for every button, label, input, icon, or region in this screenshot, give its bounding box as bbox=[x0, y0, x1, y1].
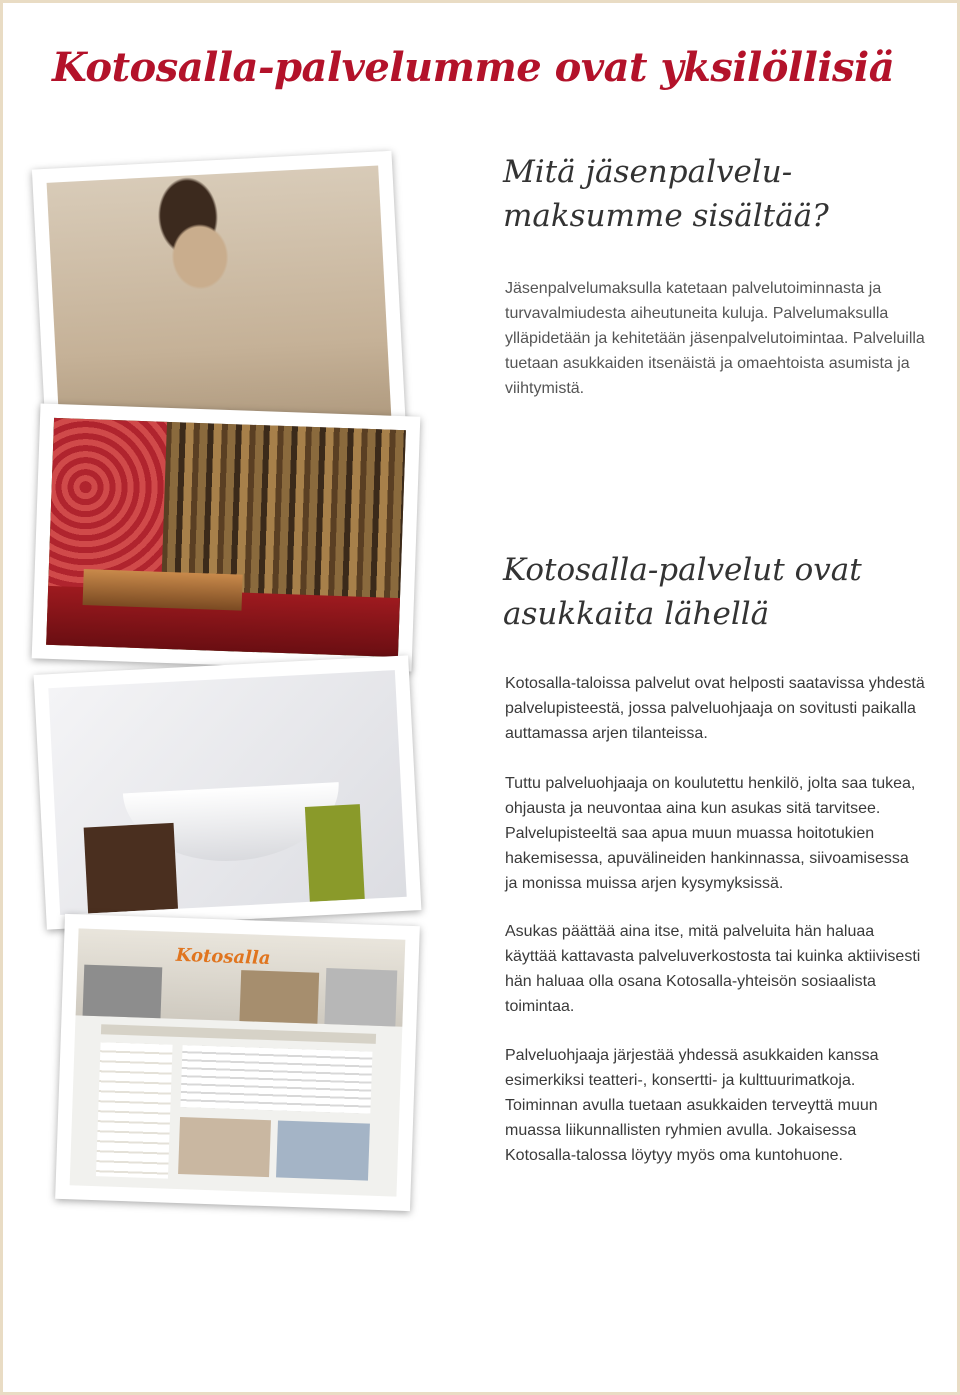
website-picture-1 bbox=[178, 1117, 271, 1177]
section1-heading-line2: maksumme sisältää? bbox=[503, 198, 829, 234]
photo-towel-green bbox=[305, 804, 365, 902]
section2-heading-line1: Kotosalla-palvelut ovat bbox=[503, 552, 862, 588]
photo-table bbox=[83, 569, 243, 611]
website-sidebar bbox=[96, 1042, 173, 1178]
section1-body: Jäsenpalvelumaksulla katetaan palvelutoiminnasta ja turvavalmiudesta aiheutuneita kuluja. Palvelumaksulla ylläpidetään ja kehitetään jäsenpalvelutoimintaa. Palveluilla tuetaan asukkaiden itsenäistä ja omaehtoista asumista ja viihtymistä. bbox=[505, 280, 925, 397]
website-menu bbox=[101, 1024, 376, 1044]
website-building-1 bbox=[82, 965, 162, 1019]
section1-heading-line1: Mitä jäsenpalvelu- bbox=[503, 154, 793, 190]
photo-library-room-image bbox=[46, 418, 406, 657]
website-picture-2 bbox=[276, 1120, 369, 1180]
website-building-2 bbox=[239, 970, 319, 1024]
section2-paragraph-1: Kotosalla-taloissa palvelut ovat helposti saatavissa yhdestä palvelupisteestä, jossa palveluohjaaja on sovitusti paikalla auttamassa arjen tilanteissa. bbox=[505, 675, 925, 742]
website-logo: Kotosalla bbox=[175, 944, 271, 969]
section2-heading bbox=[503, 548, 862, 636]
photo-bathroom-sink-image bbox=[48, 670, 406, 915]
photo-towel-brown bbox=[83, 823, 178, 914]
section2-paragraph-3: Asukas päättää aina itse, mitä palveluita hän haluaa käyttää kattavasta palveluverkostosta tai kuinka aktiivisesti hän haluaa olla osana Kotosalla-yhteisön sosiaalista toimintaa. bbox=[505, 923, 921, 1015]
section1-heading bbox=[503, 150, 829, 238]
website-building-3 bbox=[324, 968, 398, 1027]
page-title: Kotosalla-palvelumme ovat yksilöllisiä bbox=[52, 44, 895, 91]
section2-paragraph-4: Palveluohjaaja järjestää yhdessä asukkaiden kanssa esimerkiksi teatteri-, konsertti- ja kulttuurimatkoja. Toiminnan avulla tuetaan asukkaiden terveyttä muun muassa liikunnallisten ryhmien avulla. Jokaisessa Kotosalla-talossa löytyy myös oma kuntohuone. bbox=[505, 1047, 879, 1164]
website-content bbox=[180, 1045, 372, 1113]
photo-website-image bbox=[70, 928, 406, 1196]
photo-website bbox=[55, 914, 420, 1211]
photo-library-room bbox=[32, 403, 421, 671]
section2-heading-line2: asukkaita lähellä bbox=[503, 596, 770, 632]
photo-bathroom-sink bbox=[34, 655, 422, 929]
section2-paragraph-2: Tuttu palveluohjaaja on koulutettu henkilö, jolta saa tukea, ohjausta ja neuvontaa aina kun asukas sitä tarvitsee. Palvelupisteeltä saa apua muun muassa hoitotukien hakemisessa, apuvälineiden hankinnassa, siivoamisessa ja monissa muissa arjen kysymyksissä. bbox=[505, 775, 916, 892]
